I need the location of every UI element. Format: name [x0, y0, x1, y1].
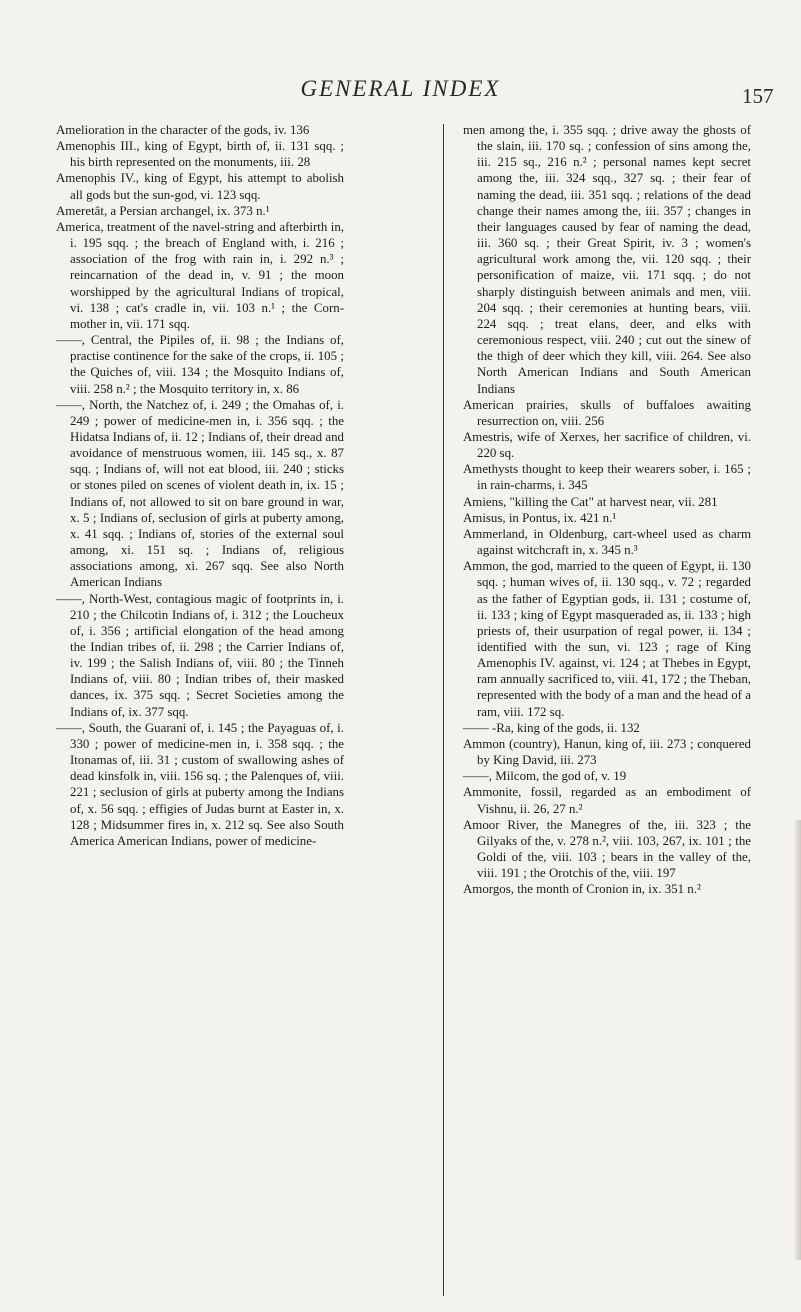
- index-entry-continued: men among the, i. 355 sqq. ; drive away the ghosts of the slain, iii. 170 sq. ; confession of sins among the, iii. 215 sq., 216 n.² ; personal names kept secret among the, iii. 324 sqq., 327 sq. ; their fear of naming the dead, iii. 351 sqq. ; relations of the dead change their names among the, iii. 357 ; changes in their languages caused by fear of naming the dead, iii. 360 sq. ; their Great Spirit, iv. 3 ; women's agricultural work among the, vii. 120 sqq. ; their personification of maize, vii. 171 sqq. ; do not sharply distinguish between animals and men, viii. 204 sqq. ; their ceremonies at hunting bears, viii. 224 sqq. ; treat elans, deer, and elks with ceremonious respect, viii. 240 ; cut out the sinew of the thigh of deer which they kill, viii. 264. See also North American Indians and South American Indians: [463, 123, 751, 396]
- page-number: 157: [742, 84, 774, 108]
- index-entry: Amethysts thought to keep their wearers sober, i. 165 ; in rain-charms, i. 345: [463, 462, 751, 493]
- index-entry: ——, North, the Natchez of, i. 249 ; the Omahas of, i. 249 ; power of medicine-men in, i. 356 sqq. ; the Hidatsa Indians of, ii. 12 ; Indians of, their dread and avoidance of menstruous women, iii. 145 sq., x. 87 sqq. ; Indians of, will not eat blood, iii. 240 ; sticks or stones piled on scenes of violent death in, ix. 15 ; Indians of, not allowed to sit on bare ground in war, x. 5 ; Indians of, seclusion of girls at puberty among, x. 41 sqq. ; Indians of, stories of the external soul among, xi. 151 sq. ; Indians of, religious associations among, xi. 267 sqq. See also North American Indians: [56, 397, 344, 590]
- index-entry: ——, Central, the Pipiles of, ii. 98 ; the Indians of, practise continence for the sake of the crops, ii. 105 ; the Quiches of, viii. 134 ; the Mosquito Indians of, viii. 258 n.² ; the Mosquito territory in, x. 86: [56, 333, 344, 396]
- index-entry: Ammerland, in Oldenburg, cart-wheel used as charm against witchcraft in, x. 345 n.³: [463, 526, 751, 558]
- page-edge-shadow: [793, 820, 801, 1260]
- index-entry: Amelioration in the character of the gods, iv. 136: [56, 123, 310, 137]
- index-entry: Amenophis IV., king of Egypt, his attempt to abolish all gods but the sun-god, vi. 123 sqq.: [56, 171, 344, 202]
- index-entry: Amenophis III., king of Egypt, birth of, ii. 131 sqq. ; his birth represented on the monuments, iii. 28: [56, 139, 344, 170]
- index-entry: Amestris, wife of Xerxes, her sacrifice of children, vi. 220 sq.: [463, 429, 751, 461]
- index-entry: Amiens, "killing the Cat" at harvest near, vii. 281: [463, 494, 718, 509]
- index-entry: Ammon (country), Hanun, king of, iii. 273 ; conquered by King David, iii. 273: [463, 736, 751, 768]
- index-entry: ——, South, the Guarani of, i. 145 ; the Payaguas of, i. 330 ; power of medicine-men in, i. 358 sqq. ; the Itonamas of, iii. 31 ; custom of swallowing ashes of dead kinsfolk in, viii. 156 sq. ; the Palenques of, viii. 221 ; seclusion of girls at puberty among the Indians of, x. 56 sqq. ; effigies of Judas burnt at Easter in, x. 128 ; Midsummer fires in, x. 212 sq. See also South America American Indians, power of medicine-: [56, 720, 344, 848]
- column-divider: [443, 124, 444, 1296]
- index-entry: Amorgos, the month of Cronion in, ix. 351 n.²: [463, 882, 701, 897]
- index-entry: —— -Ra, king of the gods, ii. 132: [463, 720, 640, 735]
- index-entry: Ammonite, fossil, regarded as an embodiment of Vishnu, ii. 26, 27 n.²: [463, 785, 751, 816]
- right-column: [463, 122, 751, 898]
- index-entry: ——, North-West, contagious magic of footprints in, i. 210 ; the Chilcotin Indians of, i. 312 ; the Loucheux of, i. 356 ; artificial elongation of the head among the Indian tribes of, ii. 298 ; the Carrier Indians of, iv. 199 ; the Salish Indians of, viii. 80 ; the Tinneh Indians of, viii. 80 ; Indian tribes of, their masked dances, ix. 375 sqq. ; Secret Societies among the Indians of, ix. 377 sqq.: [56, 591, 344, 719]
- index-entry: Ammon, the god, married to the queen of Egypt, ii. 130 sqq. ; human wives of, ii. 130 sqq., v. 72 ; regarded as the father of Egyptian gods, ii. 131 ; costume of, ii. 133 ; king of Egypt masqueraded as, ii. 133 ; high priests of, their usurpation of regal power, ii. 134 ; identified with the sun, vi. 123 ; rage of King Amenophis IV. against, vi. 124 ; at Thebes in Egypt, ram annually sacrificed to, viii. 41, 172 ; the Theban, represented with the body of a man and the head of a ram, viii. 172 sq.: [463, 559, 751, 719]
- index-entry: American prairies, skulls of buffaloes awaiting resurrection on, viii. 256: [463, 397, 751, 428]
- index-entry: America, treatment of the navel-string and afterbirth in, i. 195 sqq. ; the breach of England with, i. 216 ; association of the frog with rain in, i. 292 n.³ ; reincarnation of the dead in, v. 91 ; the moon worshipped by the agricultural Indians of tropical, vi. 138 ; cat's cradle in, vii. 103 n.¹ ; the Corn-mother in, vii. 171 sqq.: [56, 219, 344, 331]
- left-column: [56, 122, 344, 849]
- index-entry: ——, Milcom, the god of, v. 19: [463, 769, 627, 784]
- page-header: [0, 76, 801, 110]
- running-title: GENERAL INDEX: [300, 76, 501, 101]
- index-entry: Amoor River, the Manegres of the, iii. 323 ; the Gilyaks of the, v. 278 n.², viii. 103, 267, ix. 101 ; the Goldi of the, viii. 103 ; bears in the valley of the, viii. 191 ; the Orotchis of the, viii. 197: [463, 817, 751, 881]
- index-entry: Amisus, in Pontus, ix. 421 n.¹: [463, 510, 617, 525]
- index-entry: Ameretât, a Persian archangel, ix. 373 n.¹: [56, 203, 270, 218]
